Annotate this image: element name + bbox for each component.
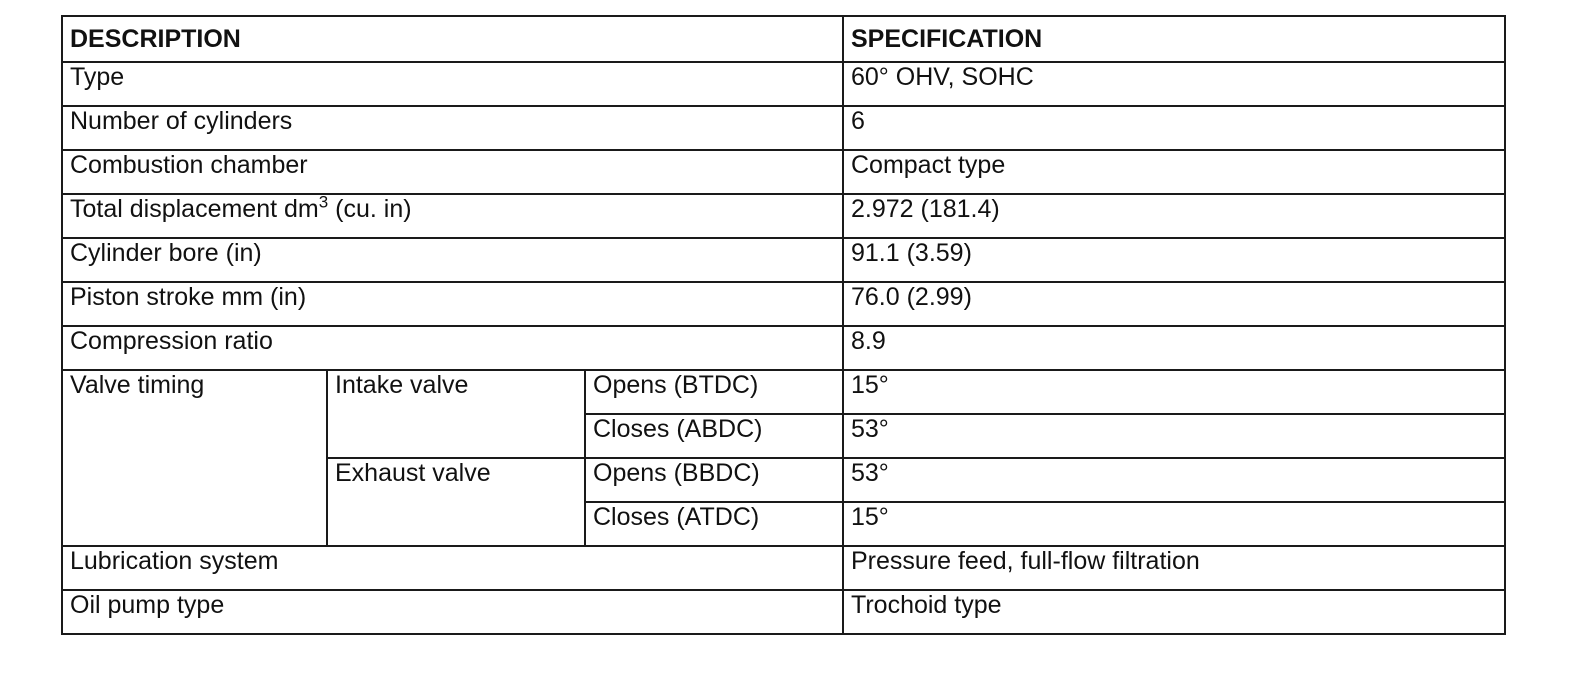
displacement-unit-exponent: 3 (318, 194, 329, 212)
intake-opens-label: Opens (BTDC) (585, 370, 843, 414)
valve-timing-label: Valve timing (62, 370, 327, 546)
row-description: Type (62, 62, 843, 106)
row-description: Cylinder bore (in) (62, 238, 843, 282)
exhaust-opens-label: Opens (BBDC) (585, 458, 843, 502)
row-specification: Compact type (843, 150, 1505, 194)
exhaust-closes-value: 15° (843, 502, 1505, 546)
exhaust-opens-value: 53° (843, 458, 1505, 502)
row-description: Combustion chamber (62, 150, 843, 194)
table-row (62, 326, 1505, 370)
description-header: DESCRIPTION (62, 16, 843, 62)
row-description: Number of cylinders (62, 106, 843, 150)
row-specification: 91.1 (3.59) (843, 238, 1505, 282)
specification-header: SPECIFICATION (843, 16, 1505, 62)
intake-opens-value: 15° (843, 370, 1505, 414)
table-row (62, 546, 1505, 590)
exhaust-closes-label: Closes (ATDC) (585, 502, 843, 546)
table-row (62, 194, 1505, 238)
intake-closes-label: Closes (ABDC) (585, 414, 843, 458)
table-row (62, 590, 1505, 634)
table-row (62, 62, 1505, 106)
intake-closes-value: 53° (843, 414, 1505, 458)
displacement-unit-suffix: (cu. in) (328, 195, 412, 223)
row-description (62, 194, 843, 238)
row-description: Oil pump type (62, 590, 843, 634)
header-row (62, 16, 1505, 62)
row-specification: 60° OHV, SOHC (843, 62, 1505, 106)
table-row (62, 150, 1505, 194)
row-specification: 8.9 (843, 326, 1505, 370)
row-specification: Trochoid type (843, 590, 1505, 634)
exhaust-valve-label: Exhaust valve (327, 458, 585, 546)
row-specification: 6 (843, 106, 1505, 150)
row-description: Compression ratio (62, 326, 843, 370)
valve-timing-row (62, 370, 1505, 414)
row-specification: 76.0 (2.99) (843, 282, 1505, 326)
table-row (62, 106, 1505, 150)
row-description: Lubrication system (62, 546, 843, 590)
displacement-label: Total displacement dm (70, 195, 319, 223)
engine-specification-table (61, 15, 1506, 635)
intake-valve-label: Intake valve (327, 370, 585, 458)
table-row (62, 238, 1505, 282)
row-specification: 2.972 (181.4) (843, 194, 1505, 238)
row-description: Piston stroke mm (in) (62, 282, 843, 326)
row-specification: Pressure feed, full-flow filtration (843, 546, 1505, 590)
table-row (62, 282, 1505, 326)
